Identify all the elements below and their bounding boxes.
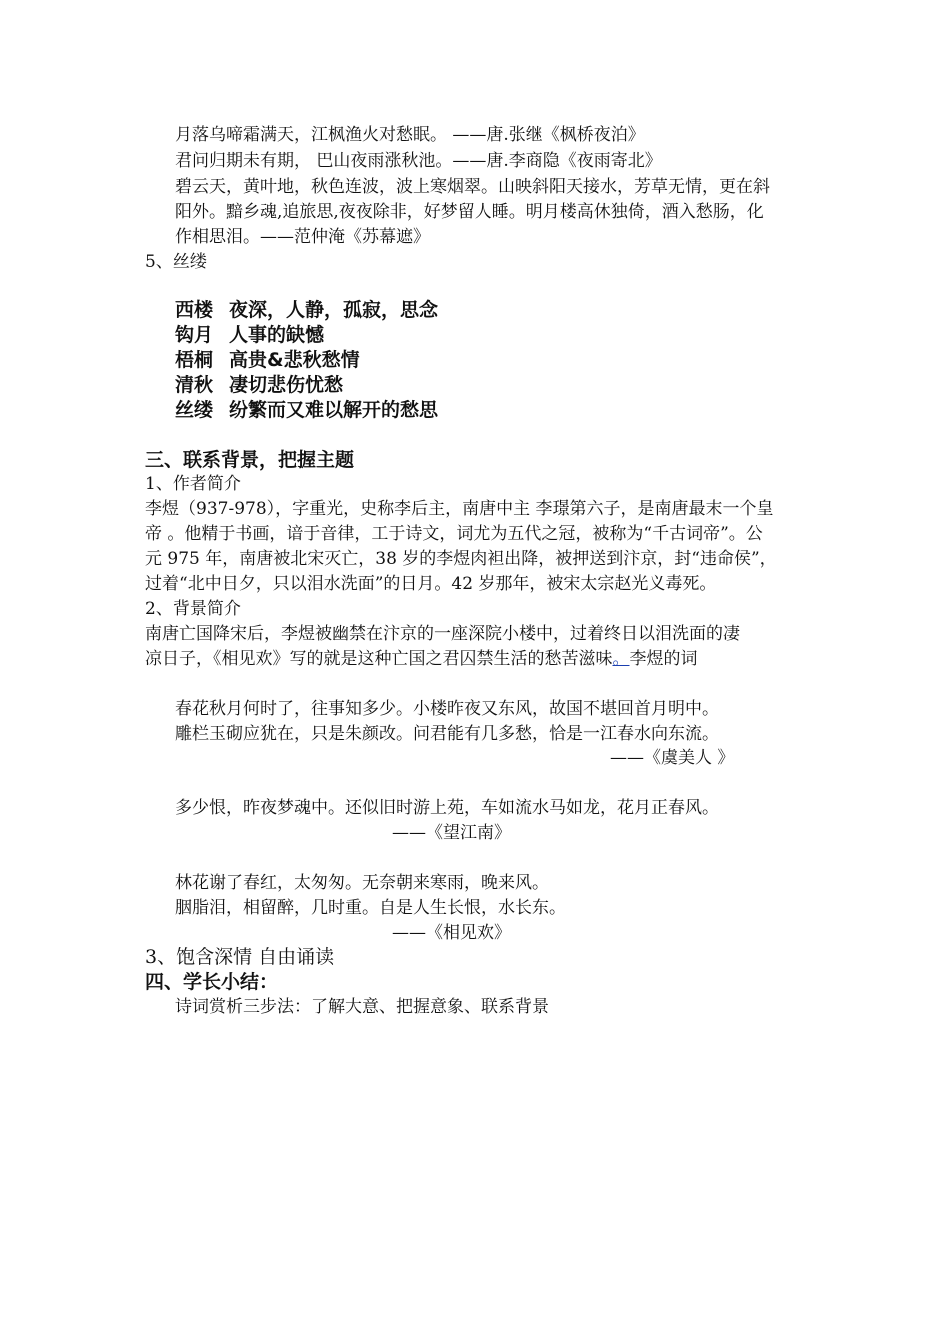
background-line: 南唐亡国降宋后，李煜被幽禁在汴京的一座深院小楼中，过着终日以泪洗面的凄 xyxy=(145,624,740,644)
bio-line: 李煜（937-978），字重光，史称李后主，南唐中主 李璟第六子，是南唐最末一个皇 xyxy=(145,499,774,519)
subheading: 3、饱含深情 自由诵读 xyxy=(145,946,335,968)
poem-source: ——《相见欢》 xyxy=(392,923,511,943)
imagery-row xyxy=(175,398,438,422)
background-line xyxy=(145,647,698,671)
imagery-meaning: 纷繁而又难以解开的愁思 xyxy=(229,399,439,421)
poem-source: ——《虞美人 》 xyxy=(610,748,735,768)
imagery-row xyxy=(175,373,343,397)
poem-line: 作相思泪。——范仲淹《苏幕遮》 xyxy=(175,227,430,247)
poem-line: 月落乌啼霜满天，江枫渔火对愁眠。 ——唐.张继《枫桥夜泊》 xyxy=(175,125,645,145)
background-text: 凉日子，《相见欢》写的就是这种亡国之君囚禁生活的愁苦滋味 xyxy=(145,649,613,669)
imagery-term: 钩月 xyxy=(175,324,214,346)
list-item-5: 5、丝缕 xyxy=(145,252,207,272)
imagery-term: 丝缕 xyxy=(175,399,214,421)
imagery-row xyxy=(175,298,438,322)
bio-line: 元 975 年，南唐被北宋灭亡，38 岁的李煜肉袒出降，被押送到汴京，封“违命侯”， xyxy=(145,549,777,569)
poem-line: 多少恨，昨夜梦魂中。还似旧时游上苑，车如流水马如龙，花月正春风。 xyxy=(175,798,719,818)
imagery-meaning: 人事的缺憾 xyxy=(229,324,325,346)
section-heading: 三、联系背景，把握主题 xyxy=(145,449,355,471)
imagery-row xyxy=(175,348,360,372)
imagery-term: 清秋 xyxy=(175,374,214,396)
poem-line: 林花谢了春红，太匆匆。无奈朝来寒雨，晚来风。 xyxy=(175,873,549,893)
poem-line: 君问归期未有期， 巴山夜雨涨秋池。——唐.李商隐《夜雨寄北》 xyxy=(175,151,662,171)
imagery-meaning: 高贵&悲秋愁情 xyxy=(229,349,360,371)
imagery-term: 梧桐 xyxy=(175,349,214,371)
poem-line: 春花秋月何时了，往事知多少。小楼昨夜又东风，故国不堪回首月明中。 xyxy=(175,699,719,719)
subheading: 2、背景简介 xyxy=(145,599,241,619)
poem-line: 胭脂泪，相留醉，几时重。自是人生长恨，水长东。 xyxy=(175,898,566,918)
subheading: 1、作者简介 xyxy=(145,474,241,494)
hyperlink[interactable]: 。 xyxy=(612,649,630,669)
poem-source: ——《望江南》 xyxy=(392,823,511,843)
section-heading: 四、学长小结： xyxy=(145,971,279,993)
poem-line: 碧云天，黄叶地，秋色连波，波上寒烟翠。山映斜阳天接水，芳草无情，更在斜 xyxy=(175,177,770,197)
imagery-row xyxy=(175,323,324,347)
background-text: 李煜的词 xyxy=(629,649,698,669)
poem-line: 雕栏玉砌应犹在，只是朱颜改。问君能有几多愁，恰是一江春水向东流。 xyxy=(175,724,719,744)
bio-line: 过着“北中日夕，只以泪水洗面”的日月。42 岁那年，被宋太宗赵光义毒死。 xyxy=(145,574,717,594)
poem-line: 阳外。黯乡魂,追旅思,夜夜除非，好梦留人睡。明月楼高休独倚，酒入愁肠，化 xyxy=(175,202,764,222)
imagery-meaning: 夜深，人静，孤寂，思念 xyxy=(229,299,439,321)
bio-line: 帝 。他精于书画，谙于音律，工于诗文，词尤为五代之冠，被称为“千古词帝”。公 xyxy=(145,524,763,544)
imagery-meaning: 凄切悲伤忧愁 xyxy=(229,374,344,396)
imagery-term: 西楼 xyxy=(175,299,214,321)
summary-line: 诗词赏析三步法：了解大意、把握意象、联系背景 xyxy=(175,997,549,1017)
